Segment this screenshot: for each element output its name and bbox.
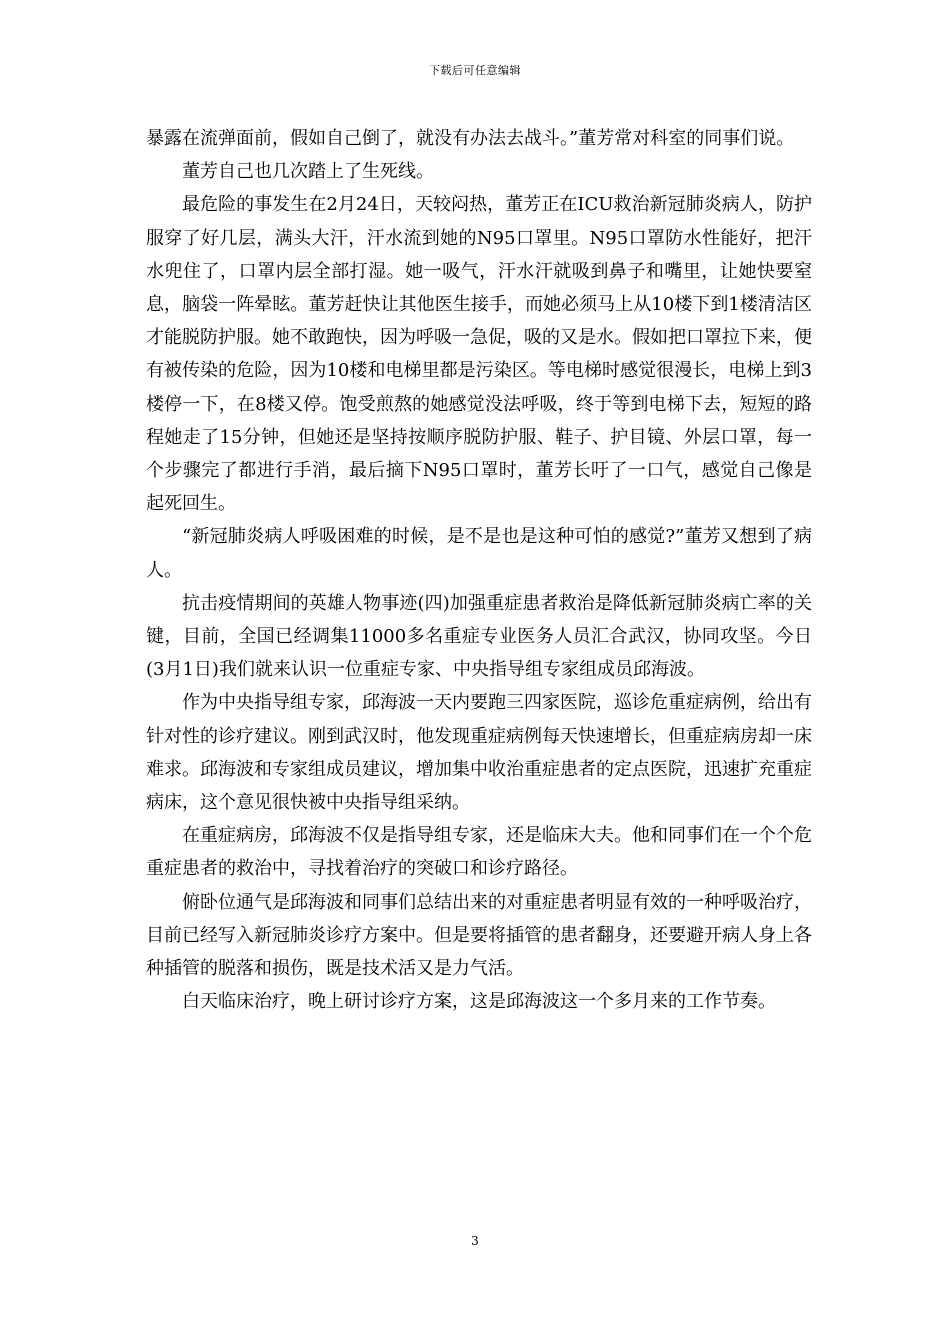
document-body [146,122,812,1018]
paragraph-1: 暴露在流弹面前，假如自己倒了，就没有办法去战斗。”董芳常对科室的同事们说。 [146,128,795,149]
paragraph-9: 白天临床治疗，晚上研讨诊疗方案，这是邱海波这一个多月来的工作节奏。 [182,991,776,1013]
paragraph-8: 俯卧位通气是邱海波和同事们总结出来的对重症患者明显有效的一种呼吸治疗，目前已经写入新冠肺炎诊疗方案中。但是要将插管的患者翻身，还要避开病人身上各种插管的脱落和损伤，既是技术活又是力气活。 [146,891,812,980]
paragraph-6: 作为中央指导组专家，邱海波一天内要跑三四家医院，巡诊危重症病例，给出有针对性的诊疗建议。刚到武汉时，他发现重症病例每天快速增长，但重症病房却一床难求。邱海波和专家组成员建议，增加集中收治重症患者的定点医院，迅速扩充重症病床，这个意见很快被中央指导组采纳。 [146,692,812,814]
paragraph-2: 董芳自己也几次踏上了生死线。 [182,161,434,183]
page-header: 下载后可任意编辑 [429,64,521,77]
paragraph-4: “新冠肺炎病人呼吸困难的时候，是不是也是这种可怕的感觉?”董芳又想到了病人。 [146,526,812,581]
paragraph-5: 抗击疫情期间的英雄人物事迹(四)加强重症患者救治是降低新冠肺炎病亡率的关键，目前，全国已经调集11000多名重症专业医务人员汇合武汉，协同攻坚。今日(3月1日)我们就来认识一位重症专家、中央指导组专家组成员邱海波。 [146,592,812,681]
paragraph-7: 在重症病房，邱海波不仅是指导组专家，还是临床大夫。他和同事们在一个个危重症患者的救治中，寻找着治疗的突破口和诊疗路径。 [146,825,812,880]
paragraph-3: 最危险的事发生在2月24日，天较闷热，董芳正在ICU救治新冠肺炎病人，防护服穿了好几层，满头大汗，汗水流到她的N95口罩里。N95口罩防水性能好，把汗水兜住了，口罩内层全部打湿。她一吸气，汗水汗就吸到鼻子和嘴里，让她快要窒息，脑袋一阵晕眩。董芳赶快让其他医生接手，而她必须马上从10楼下到1楼清洁区才能脱防护服。她不敢跑快，因为呼吸一急促，吸的又是水。假如把口罩拉下来，便有被传染的危险，因为10楼和电梯里都是污染区。等电梯时感觉很漫长，电梯上到3楼停一下，在8楼又停。饱受煎熬的她感觉没法呼吸，终于等到电梯下去，短短的路程她走了15分钟，但她还是坚持按顺序脱防护服、鞋子、护目镜、外层口罩，每一个步骤完了都进行手消，最后摘下N95口罩时，董芳长吁了一口气，感觉自己像是起死回生。 [146,194,812,515]
page-number: 3 [471,1234,479,1248]
